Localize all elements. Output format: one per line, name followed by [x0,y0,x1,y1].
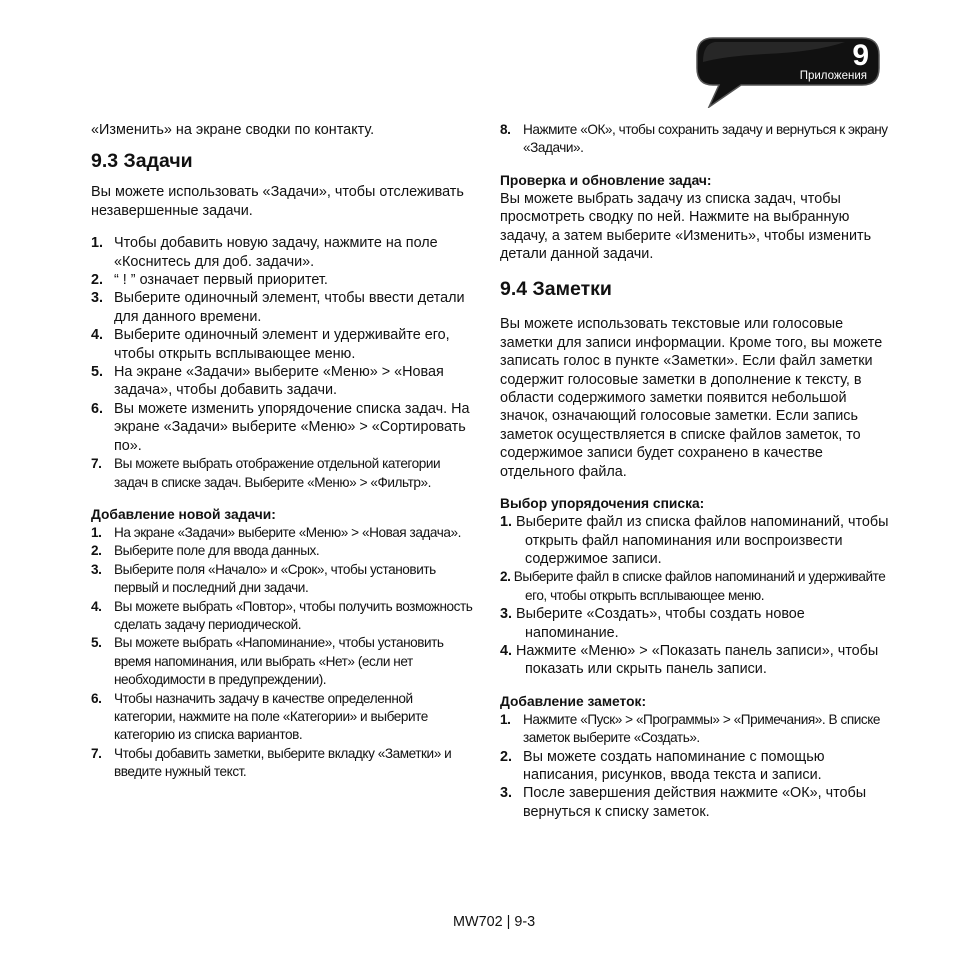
tasks-list [91,234,477,492]
subheading-add-task: Добавление новой задачи: [91,506,276,522]
list-item: 7. Чтобы добавить заметки, выберите вкладку «Заметки» и введите нужный текст. [91,745,452,780]
list-item: 2. Вы можете создать напоминание с помощью написания, рисунков, ввода текста и записи. [500,748,825,783]
add-note-list [500,711,894,821]
list-item: 4. Вы можете выбрать «Повтор», чтобы получить возможность сделать задачу периодической. [91,598,473,632]
chapter-badge [695,36,881,108]
chapter-number: 9 [852,39,869,72]
subheading-check-tasks: Проверка и обновление задач: [500,172,712,188]
list-item: 7. Вы можете выбрать отображение отдельной категории задач в списке задач. Выберите «Меню» > «Фильтр». [91,456,441,490]
list-item: 5. На экране «Задачи» выберите «Меню» > «Новая задача», чтобы добавить задачи. [91,364,444,399]
list-item: 8. Нажмите «ОК», чтобы сохранить задачу и вернуться к экрану «Задачи». [500,122,888,156]
continued-text: «Изменить» на экране сводки по контакту. [91,122,375,138]
list-item: 6. Чтобы назначить задачу в качестве определенной категории, нажмите на поле «Категории» и выберите категорию из списка вариантов. [91,690,428,743]
list-item: 1. Выберите файл из списка файлов напоминаний, чтобы открыть файл напоминания или воспроизвести содержимое записи. [500,514,889,567]
page-footer: MW702 | 9-3 [453,914,536,930]
section-heading-tasks: 9.3 Задачи [91,150,193,173]
list-item: 1. Нажмите «Пуск» > «Программы» > «Примечания». В списке заметок выберите «Создать». [500,711,880,746]
list-item: 3. После завершения действия нажмите «ОК», чтобы вернуться к списку заметок. [500,785,867,820]
chapter-label: Приложения [799,70,867,82]
list-item: 2. Выберите поле для ввода данных. [91,543,320,559]
list-item: 3. Выберите «Создать», чтобы создать новое напоминание. [500,606,805,641]
list-item: 2. “ ! ” означает первый приоритет. [91,272,328,289]
list-item: 4. Нажмите «Меню» > «Показать панель записи», чтобы показать или скрыть панель записи. [500,642,879,678]
list-item: 3. Выберите поля «Начало» и «Срок», чтобы установить первый и последний дни задачи. [91,561,436,596]
left-column [91,121,477,782]
sort-list [500,513,894,679]
subheading-add-note: Добавление заметок: [500,693,647,709]
subheading-sort-list: Выбор упорядочения списка: [500,496,705,512]
list-item: 6. Вы можете изменить упорядочение списка задач. На экране «Задачи» выберите «Меню» > «Сортировать по». [91,400,470,454]
right-column [500,121,894,821]
tasks-list-continued [500,121,894,158]
list-item: 4. Выберите одиночный элемент и удерживайте его, чтобы открыть всплывающее меню. [91,327,450,362]
section-heading-notes: 9.4 Заметки [500,278,612,301]
list-item: 5. Вы можете выбрать «Напоминание», чтобы установить время напоминания, или выбрать «Нет» (если нет необходимости в предупреждении). [91,635,444,688]
list-item: 1. На экране «Задачи» выберите «Меню» > «Новая задача». [91,524,461,540]
list-item: 2. Выберите файл в списке файлов напоминаний и удерживайте его, чтобы открыть всплывающее меню. [500,569,886,603]
notes-intro: Вы можете использовать текстовые или голосовые заметки для записи информации. Кроме того, вы можете записать голос в пункте «Заметки». Если файл заметки содержит голосовые заметки в дополнение к тексту, в области содержимого заметки появится небольшой значок, означающий голосовые заметки. Если запись заметок осуществляется в списке файлов заметок, то содержимое записи будет сохранено в качестве отдельного файла. [500,316,883,480]
list-item: 1. Чтобы добавить новую задачу, нажмите на поле «Коснитесь для доб. задачи». [91,235,438,270]
tasks-intro: Вы можете использовать «Задачи», чтобы отслеживать незавершенные задачи. [91,184,464,219]
list-item: 3. Выберите одиночный элемент, чтобы ввести детали для данного времени. [91,290,465,325]
check-tasks-text: Вы можете выбрать задачу из списка задач, чтобы просмотреть сводку по ней. Нажмите на выбранную задачу, а затем выберите «Изменить», чтобы изменить детали данной задачи. [500,190,872,263]
add-task-list [91,524,477,782]
